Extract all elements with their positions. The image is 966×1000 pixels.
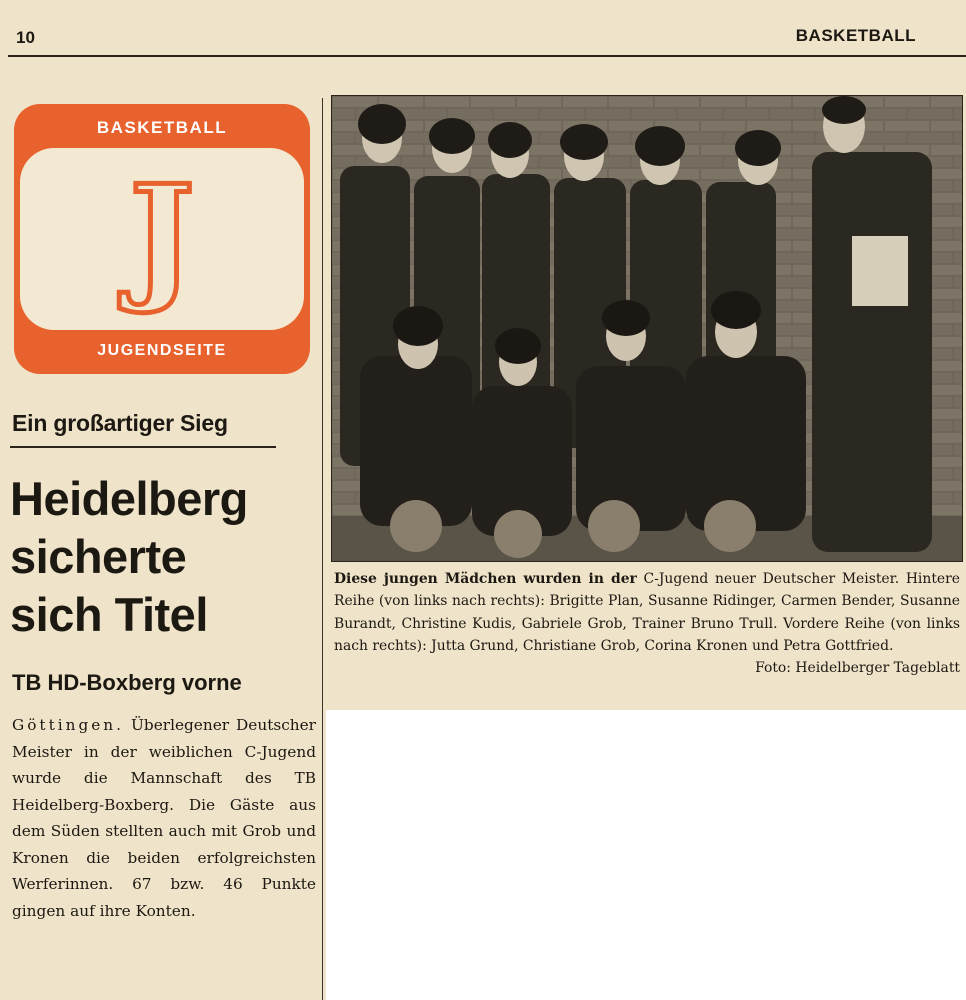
caption-lead: Diese jungen Mädchen wurden in der: [334, 571, 637, 587]
jugendseite-logo: [14, 104, 310, 374]
logo-letter: J: [129, 154, 195, 317]
article-kicker: Ein großartiger Sieg: [12, 410, 228, 436]
article-headline: [10, 470, 320, 644]
section-label: BASKETBALL: [795, 26, 916, 45]
logo-screen: [20, 148, 304, 330]
headline-line: sich Titel: [10, 588, 208, 641]
headline-line: Heidelberg: [10, 472, 248, 525]
page-number: 10: [16, 28, 35, 47]
team-photo: [331, 95, 963, 562]
photo-credit: Foto: Heidelberger Tageblatt: [755, 660, 960, 677]
logo-bottom-text: JUGENDSEITE: [97, 342, 227, 359]
caption-text: C-Jugend neuer Deutscher Meister. Hintere Reihe (von links nach rechts): Brigitte Plan, Susanne Ridinger, Carmen Bender, Susanne Burandt, Christine Kudis, Gabriele Grob, Trainer Bruno Trull. Vordere Reihe (von links nach rechts): Jutta Grund, Christiane Grob, Corina Kronen und Petra Gottfried.: [334, 571, 960, 654]
article-body: [12, 712, 316, 924]
article-subhead: TB HD-Boxberg vorne: [12, 670, 242, 695]
dateline: Göttingen.: [12, 716, 125, 734]
article-body-text: Überlegener Deutscher Meister in der weiblichen C-Jugend wurde die Mannschaft des TB Heidelberg-Boxberg. Die Gäste aus dem Süden stellten auch mit Grob und Kronen die beiden erfolgreichsten Werferinnen. 67 bzw. 46 Punkte gingen auf ihre Konten.: [12, 716, 316, 920]
photo-caption: [334, 568, 960, 679]
column-divider: [322, 98, 323, 1000]
logo-top-text: BASKETBALL: [96, 118, 228, 137]
headline-line: sicherte: [10, 530, 187, 583]
kicker-rule: [10, 446, 276, 448]
team-photo-illustration: [332, 96, 962, 561]
header-rule: [8, 55, 966, 57]
